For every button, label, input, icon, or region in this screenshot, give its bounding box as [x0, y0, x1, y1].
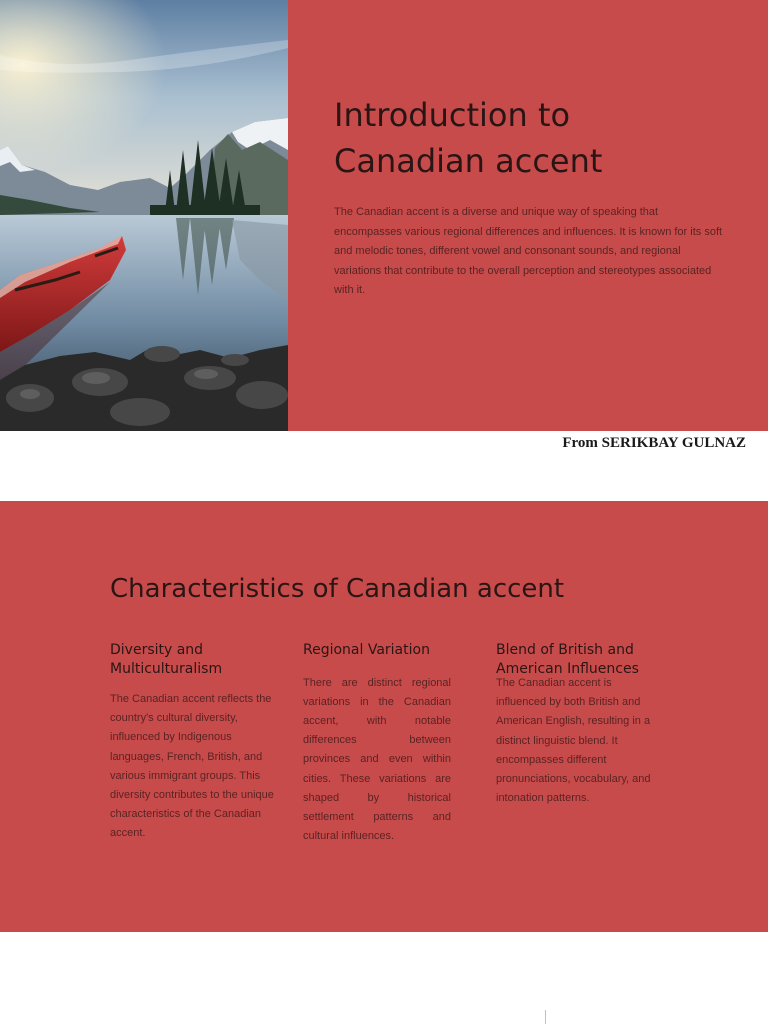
- characteristics-slide: [0, 501, 768, 932]
- column-title: Regional Variation: [303, 642, 430, 658]
- column-title: Diversity and Multiculturalism: [110, 642, 223, 677]
- intro-paragraph: The Canadian accent is a diverse and unique way of speaking that encompasses various regional differences and influences. It is known for its soft and melodic tones, different vowel and consonant sounds, and regional variations that contribute to the overall perception and stereotypes associated with it.: [334, 206, 723, 297]
- page-edge-marker: [545, 1010, 546, 1024]
- column-blend-influences: [496, 641, 661, 808]
- characteristics-heading: Characteristics of Canadian accent: [110, 574, 565, 604]
- column-diversity: [110, 641, 275, 844]
- column-title: Blend of British and American Influences: [496, 642, 639, 677]
- title-slide: [0, 0, 768, 431]
- title-line-1: Introduction to: [334, 96, 571, 134]
- column-text: The Canadian accent reflects the country's cultural diversity, influenced by Indigenous languages, French, British, and various immigrant groups. This diversity contributes to the unique characteristics of the Canadian accent.: [110, 693, 274, 840]
- column-text: The Canadian accent is influenced by both British and American English, resulting in a distinct linguistic blend. It encompasses different pronunciations, vocabulary, and intonation patterns.: [496, 677, 651, 805]
- author-credit: From SERIKBAY GULNAZ: [562, 435, 746, 451]
- title-line-2: Canadian accent: [334, 142, 603, 180]
- column-regional-variation: [303, 641, 451, 846]
- column-text: There are distinct regional variations in the Canadian accent, with notable differences between provinces and even within cities. These variations are shaped by historical settlement patterns and cultural influences.: [303, 676, 451, 843]
- slide-title: [334, 92, 734, 184]
- canoe-lake-photo: [0, 0, 288, 431]
